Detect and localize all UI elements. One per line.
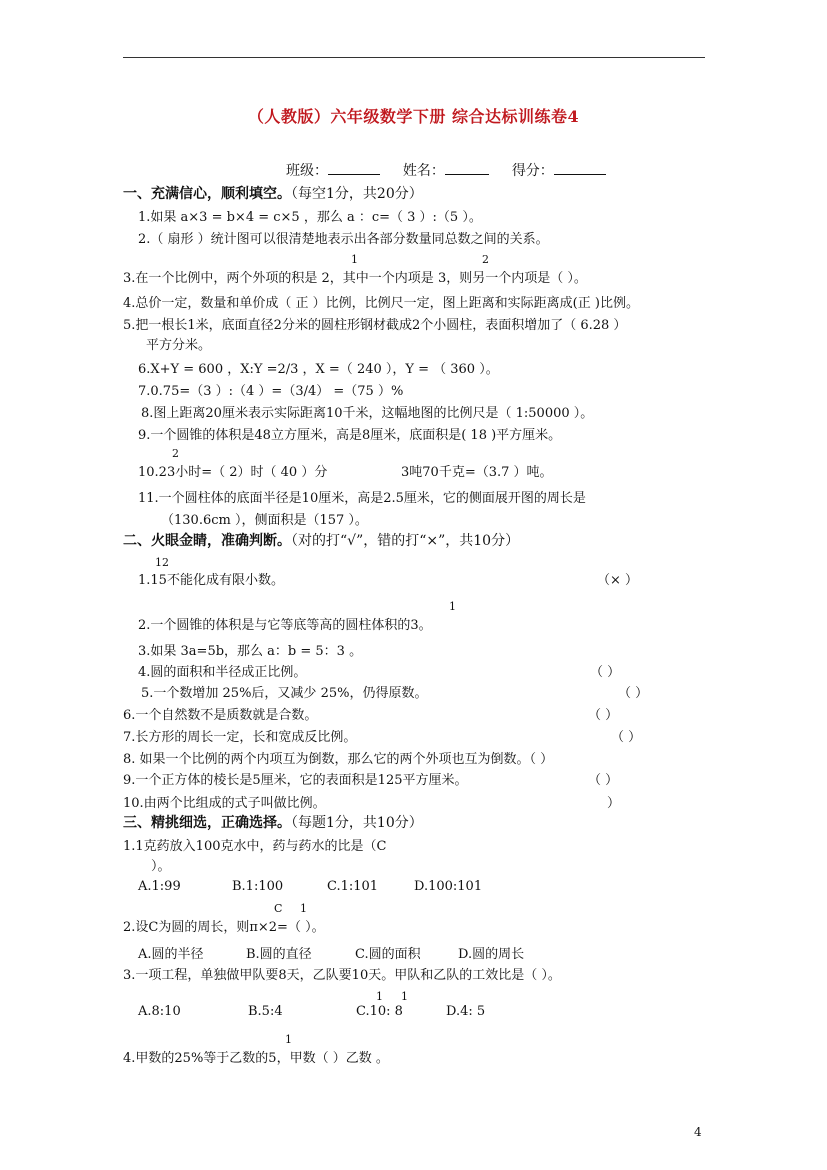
s3-q3-fraction-2: 1 — [401, 990, 408, 1003]
s1-q3: 3.在一个比例中，两个外项的积是 2，其中一个内项是 3，则另一个内项是（ ）。 — [123, 271, 587, 286]
s2-q9-answer: （ ） — [588, 773, 619, 788]
s3-q1-option-a: A.1:99 — [138, 879, 181, 894]
s3-q2-option-c: C.圆的面积 — [355, 947, 421, 962]
student-info — [286, 160, 606, 180]
s3-q1b: ）。 — [151, 859, 171, 874]
s3-q4: 4.甲数的25%等于乙数的5，甲数（ ）乙数 。 — [123, 1051, 389, 1066]
s3-q2-option-d: D.圆的周长 — [458, 947, 525, 962]
s2-q10: 10.由两个比组成的式子叫做比例。 — [123, 796, 326, 811]
name-blank[interactable] — [445, 160, 489, 175]
class-label: 班级： — [286, 163, 328, 179]
s1-q10-fraction: 2 — [172, 447, 179, 460]
s2-q1: 1.15不能化成有限小数。 — [138, 573, 284, 588]
section1-note: （每空1分，共20分） — [291, 186, 423, 202]
s3-q2-fraction-2: 1 — [300, 902, 307, 915]
s3-q3-option-a: A.8:10 — [138, 1004, 181, 1019]
s1-q5a: 5.把一根长1米，底面直径2分米的圆柱形钢材截成2个小圆柱，表面积增加了（ 6.28 ） — [123, 318, 627, 333]
s2-q9: 9.一个正方体的棱长是5厘米，它的表面积是125平方厘米。 — [123, 773, 468, 788]
section2-title: 二、火眼金睛，准确判断。 — [123, 533, 291, 549]
section2-heading — [123, 530, 519, 550]
page-number: 4 — [694, 1125, 702, 1139]
s3-q3-option-c: C.10: 8 — [356, 1004, 403, 1019]
s2-q6: 6.一个自然数不是质数就是合数。 — [123, 708, 318, 723]
s1-q10b: 3吨70千克=（3.7 ）吨。 — [401, 465, 553, 480]
section1-title: 一、充满信心，顺利填空。 — [123, 186, 291, 202]
s2-q1-fraction: 12 — [155, 556, 169, 569]
s1-q6: 6.X+Y = 600 ，X:Y =2/3 ，X =（ 240 ），Y = （ 360 ）。 — [138, 362, 499, 377]
s3-q2-option-b: B.圆的直径 — [246, 947, 312, 962]
s2-q2-fraction: 1 — [449, 600, 456, 613]
section1-heading — [123, 183, 423, 203]
s3-q1-option-d: D.100:101 — [414, 879, 483, 894]
s1-q11a: 11.一个圆柱体的底面半径是10厘米，高是2.5厘米，它的侧面展开图的周长是 — [138, 491, 586, 506]
s1-q11b: （130.6cm ），侧面积是（157 ）。 — [161, 513, 368, 528]
s2-q1-answer: （× ） — [597, 573, 639, 588]
page-title: （人教版）六年级数学下册 综合达标训练卷4 — [247, 107, 580, 126]
name-label: 姓名： — [402, 163, 445, 179]
header-rule — [123, 57, 705, 58]
s2-q7: 7.长方形的周长一定，长和宽成反比例。 — [123, 730, 357, 745]
s1-q5b: 平方分米。 — [146, 338, 212, 353]
score-blank[interactable] — [554, 160, 606, 175]
s2-q8: 8. 如果一个比例的两个内项互为倒数，那么它的两个外项也互为倒数。（ ） — [123, 752, 554, 767]
s2-q3: 3.如果 3a=5b，那么 a：b = 5：3 。 — [138, 644, 363, 659]
s3-q2: 2.设C为圆的周长，则π×2=（ ）。 — [123, 920, 325, 935]
s1-q3-fraction-2: 2 — [482, 253, 489, 266]
class-blank[interactable] — [328, 160, 380, 175]
s3-q3-option-d: D.4: 5 — [446, 1004, 486, 1019]
s2-q4-answer: （ ） — [590, 665, 621, 680]
s3-q4-fraction: 1 — [285, 1033, 292, 1046]
s1-q3-fraction-1: 1 — [351, 253, 358, 266]
s3-q2-fraction-1: C — [274, 902, 283, 915]
score-label: 得分： — [511, 163, 554, 179]
s2-q2: 2.一个圆锥的体积是与它等底等高的圆柱体积的3。 — [138, 618, 432, 633]
s3-q3-fraction-1: 1 — [376, 990, 383, 1003]
s2-q10-answer: ） — [607, 796, 621, 811]
s3-q3-option-b: B.5:4 — [248, 1004, 283, 1019]
s1-q8: 8.图上距离20厘米表示实际距离10千米，这幅地图的比例尺是（ 1:50000 ）。 — [141, 406, 594, 421]
s1-q4: 4.总价一定，数量和单价成（ 正 ）比例，比例尺一定，图上距离和实际距离成(正 )比例。 — [123, 296, 639, 311]
s1-q2: 2.（ 扇形 ）统计图可以很清楚地表示出各部分数量同总数之间的关系。 — [138, 232, 549, 247]
s1-q1: 1.如果 a×3 = b×4 = c×5 ，那么 a ：c=（ 3 ）:（5 ）。 — [138, 210, 482, 225]
s3-q2-option-a: A.圆的半径 — [138, 947, 204, 962]
s1-q7: 7.0.75=（3 ）:（4 ）=（3/4） =（75 ）% — [138, 384, 404, 399]
s3-q1a: 1.1克药放入100克水中，药与药水的比是（C — [123, 839, 387, 854]
section2-note: （对的打“√”，错的打“×”，共10分） — [291, 533, 520, 549]
section3-note: （每题1分，共10分） — [291, 815, 423, 831]
s2-q7-answer: （ ） — [611, 730, 642, 745]
section3-heading — [123, 812, 423, 832]
s2-q5: 5.一个数增加 25%后，又减少 25%，仍得原数。 — [141, 686, 428, 701]
s3-q1-option-b: B.1:100 — [232, 879, 284, 894]
s2-q4: 4.圆的面积和半径成正比例。 — [138, 665, 307, 680]
s2-q6-answer: （ ） — [588, 708, 619, 723]
s3-q3: 3.一项工程，单独做甲队要8天，乙队要10天。甲队和乙队的工效比是（ ）。 — [123, 968, 561, 983]
s1-q9: 9.一个圆锥的体积是48立方厘米，高是8厘米，底面积是( 18 )平方厘米。 — [138, 428, 562, 443]
s3-q1-option-c: C.1:101 — [327, 879, 379, 894]
section3-title: 三、精挑细选，正确选择。 — [123, 815, 291, 831]
s1-q10a: 10.23小时=（ 2）时（ 40 ）分 — [138, 465, 328, 480]
s2-q5-answer: （ ） — [618, 686, 649, 701]
